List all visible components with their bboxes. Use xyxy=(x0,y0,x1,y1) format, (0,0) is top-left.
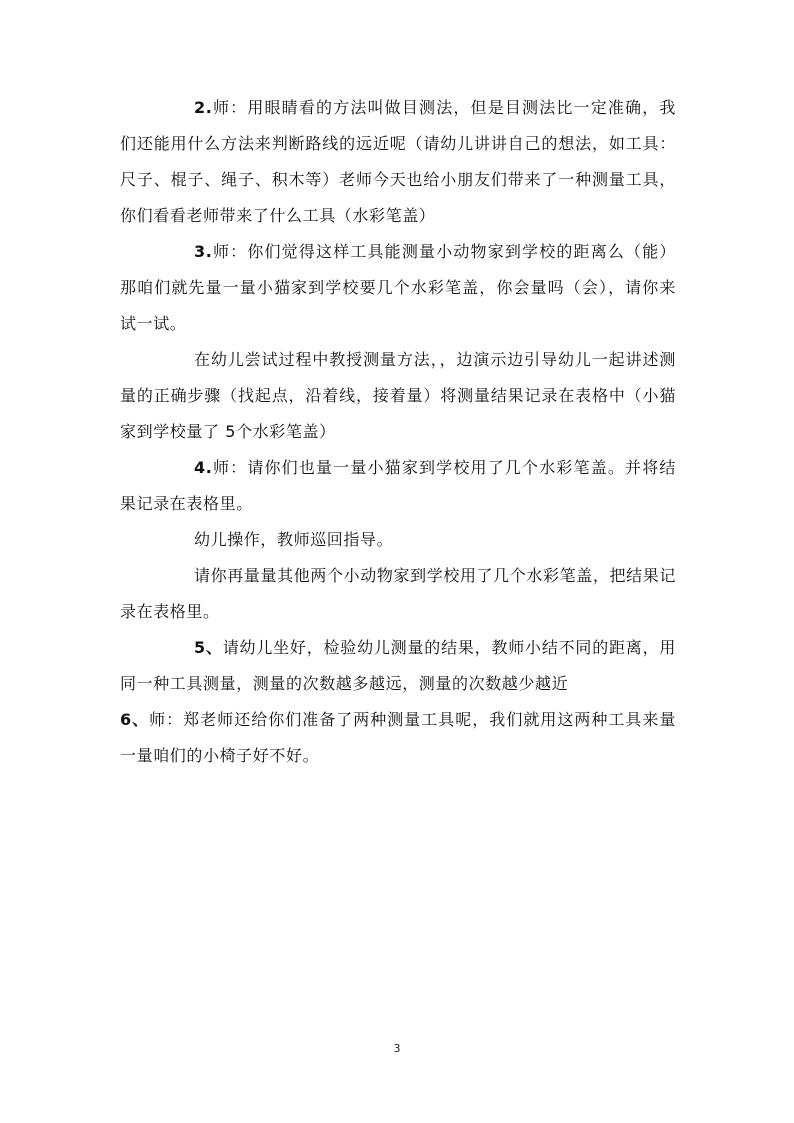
page-number: 3 xyxy=(393,1042,401,1055)
paragraph-child-operation xyxy=(120,522,676,558)
paragraph-text: 请你再量量其他两个小动物家到学校用了几个水彩笔盖，把结果记录在表格里。 xyxy=(120,566,676,621)
paragraph-measure-others xyxy=(120,558,676,630)
step-number: 4. xyxy=(194,458,213,477)
paragraph-text: 师：你们觉得这样工具能测量小动物家到学校的距离么（能）那咱们就先量一量小猫家到学校要几个水彩笔盖，你会量吗（会），请你来试一试。 xyxy=(120,242,676,333)
paragraph-step-4 xyxy=(120,450,676,522)
paragraph-text: 在幼儿尝试过程中教授测量方法，，边演示边引导幼儿一起讲述测量的正确步骤（找起点，沿着线，接着量）将测量结果记录在表格中（小猫家到学校量了 5个水彩笔盖） xyxy=(120,350,676,441)
step-number: 5、 xyxy=(194,638,223,657)
step-number: 3. xyxy=(194,242,213,261)
paragraph-step-5 xyxy=(120,630,676,702)
paragraph-step-6 xyxy=(120,702,676,774)
paragraph-text: 请幼儿坐好，检验幼儿测量的结果，教师小结不同的距离，用同一种工具测量，测量的次数越多越远，测量的次数越少越近 xyxy=(120,638,676,693)
paragraph-step-2 xyxy=(120,90,676,234)
paragraph-text: 师：郑老师还给你们准备了两种测量工具呢，我们就用这两种工具来量一量咱们的小椅子好不好。 xyxy=(120,710,676,765)
paragraph-text: 幼儿操作，教师巡回指导。 xyxy=(194,530,394,549)
paragraph-text: 师：用眼睛看的方法叫做目测法，但是目测法比一定准确，我们还能用什么方法来判断路线的远近呢（请幼儿讲讲自己的想法，如工具：尺子、棍子、绳子、积木等）老师今天也给小朋友们带来了一种测量工具，你们看看老师带来了什么工具（水彩笔盖） xyxy=(120,98,676,225)
step-number: 2. xyxy=(194,98,213,117)
paragraph-demonstration xyxy=(120,342,676,450)
document-body xyxy=(120,90,676,774)
paragraph-step-3 xyxy=(120,234,676,342)
paragraph-text: 师：请你们也量一量小猫家到学校用了几个水彩笔盖。并将结果记录在表格里。 xyxy=(120,458,676,513)
step-number: 6、 xyxy=(120,710,150,729)
